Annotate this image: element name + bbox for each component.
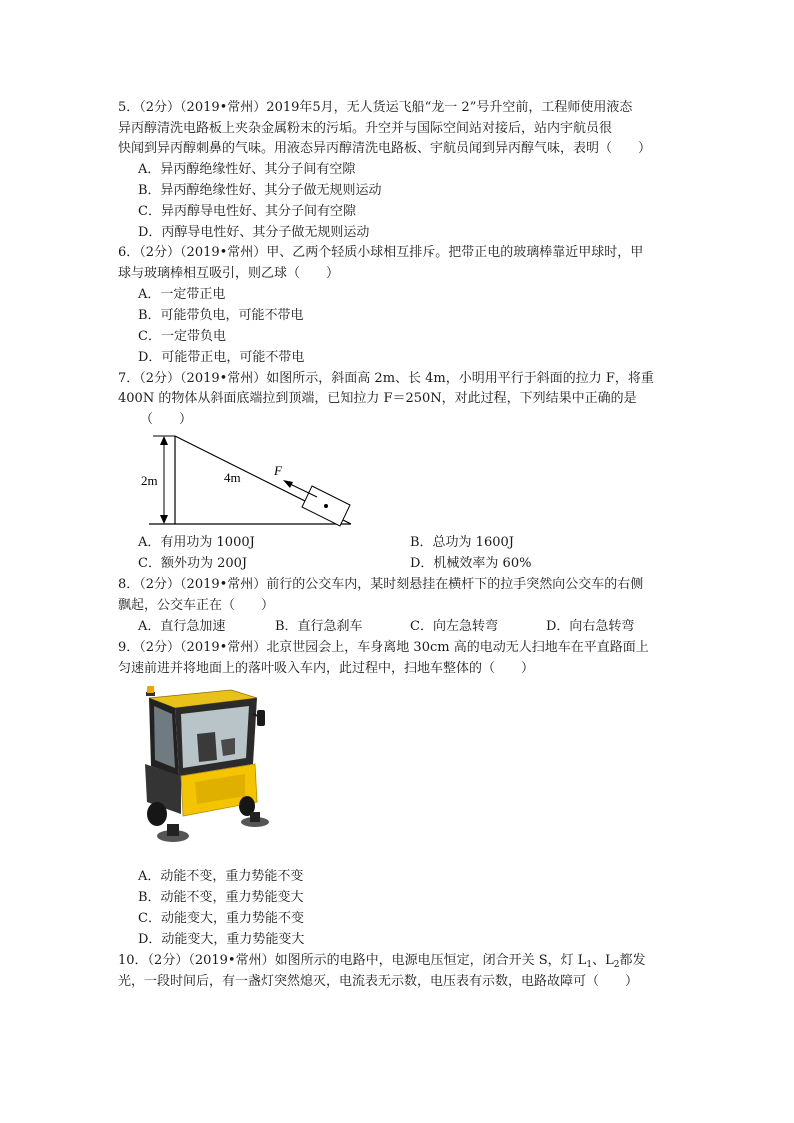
q10-stem-part2: 、L <box>592 953 614 968</box>
q5-stem-line1: 5．（2分）（2019•常州）2019年5月，无人货运飞船“龙一 2”号升空前，工程师使用液态 <box>118 100 633 115</box>
q6-stem-line2: 球与玻璃棒相互吸引，则乙球（ ） <box>118 266 340 281</box>
q8-option-b[interactable]: B．直行急刹车 <box>275 619 363 634</box>
sweeper-seat <box>197 732 217 762</box>
sweeper-brush-right-hub <box>250 812 260 822</box>
q6-stem-line1: 6．（2分）（2019•常州）甲、乙两个轻质小球相互排斥。把带正电的玻璃棒靠近甲球时，甲 <box>118 245 644 260</box>
incline-height-label: 2m <box>141 473 158 488</box>
q8-option-c[interactable]: C．向左急转弯 <box>410 619 498 634</box>
incline-diagram <box>135 430 365 530</box>
q10-stem-line2: 光，一段时间后，有一盏灯突然熄灭，电流表无示数，电压表有示数，电路故障可（ ） <box>118 974 639 989</box>
q9-option-a[interactable]: A．动能不变，重力势能不变 <box>138 869 304 884</box>
q8-option-a[interactable]: A．直行急加速 <box>138 619 226 634</box>
q5-option-b[interactable]: B．异丙醇绝缘性好、其分子做无规则运动 <box>138 183 382 198</box>
sweeper-wheel-left <box>147 802 167 826</box>
q8-stem-line1: 8．（2分）（2019•常州）前行的公交车内，某时刻悬挂在横杆下的拉手突然向公交车的右侧 <box>118 577 644 592</box>
q7-option-d[interactable]: D．机械效率为 60% <box>410 556 532 571</box>
q5-option-d[interactable]: D．丙醇导电性好、其分子做无规则运动 <box>138 225 370 240</box>
street-sweeper-image <box>135 684 275 864</box>
q9-stem-line2: 匀速前进并将地面上的落叶吸入车内，此过程中，扫地车整体的（ ） <box>118 661 535 676</box>
q6-option-c[interactable]: C．一定带负电 <box>138 329 226 344</box>
q7-stem-line2: 400N 的物体从斜面底端拉到顶端，已知拉力 F＝250N，对此过程，下列结果中正确的是 <box>118 391 637 406</box>
q10-stem-part1: 10．（2分）（2019•常州）如图所示的电路中，电源电压恒定，闭合开关 S，灯 L <box>118 953 587 968</box>
incline-block-center <box>324 504 328 508</box>
q7-stem-line1: 7．（2分）（2019•常州）如图所示，斜面高 2m、长 4m，小明用平行于斜面的拉力 F，将重 <box>118 371 654 386</box>
q8-stem-line2: 飘起，公交车正在（ ） <box>118 598 275 613</box>
q6-option-b[interactable]: B．可能带负电，可能不带电 <box>138 308 304 323</box>
q10-stem-part3: 都发 <box>619 953 646 968</box>
q10-stem-line1 <box>118 951 646 971</box>
sweeper-brush-left-hub <box>167 824 179 836</box>
sweeper-mirror <box>257 710 265 726</box>
sweeper-steering <box>221 738 235 756</box>
q7-stem-line3: （ ） <box>140 412 193 427</box>
q6-option-d[interactable]: D．可能带正电，可能不带电 <box>138 350 305 365</box>
q5-option-a[interactable]: A．异丙醇绝缘性好、其分子间有空隙 <box>138 162 356 177</box>
incline-length-label: 4m <box>224 470 241 485</box>
sweeper-beacon <box>147 686 154 693</box>
q9-option-c[interactable]: C．动能变大，重力势能不变 <box>138 911 304 926</box>
q7-option-b[interactable]: B．总功为 1600J <box>410 535 514 550</box>
q5-option-c[interactable]: C．异丙醇导电性好、其分子间有空隙 <box>138 204 356 219</box>
q8-option-d[interactable]: D．向右急转弯 <box>546 619 635 634</box>
q7-option-c[interactable]: C．额外功为 200J <box>138 556 248 571</box>
sweeper-side-window <box>154 706 175 768</box>
q9-option-b[interactable]: B．动能不变，重力势能变大 <box>138 890 304 905</box>
q6-option-a[interactable]: A．一定带正电 <box>138 287 226 302</box>
force-label: F <box>274 463 282 478</box>
incline-arrowhead-bottom <box>160 515 168 524</box>
q9-stem-line1: 9．（2分）（2019•常州）北京世园会上，车身离地 30cm 高的电动无人扫地车在平直路面上 <box>118 640 649 655</box>
incline-arrowhead-top <box>160 436 168 445</box>
q10-sub-1: 1 <box>586 960 593 970</box>
q5-stem-line3: 快闻到异丙醇刺鼻的气味。用液态异丙醇清洗电路板、宇航员闻到异丙醇气味，表明（ ） <box>118 141 652 156</box>
force-arrowhead <box>283 480 293 488</box>
q5-stem-line2: 异丙醇清洗电路板上夹杂金属粉末的污垢。升空并与国际空间站对接后，站内宇航员很 <box>118 121 613 136</box>
q7-option-a[interactable]: A．有用功为 1000J <box>138 535 255 550</box>
q9-option-d[interactable]: D．动能变大，重力势能变大 <box>138 932 305 947</box>
q10-sub-2: 2 <box>613 960 620 970</box>
